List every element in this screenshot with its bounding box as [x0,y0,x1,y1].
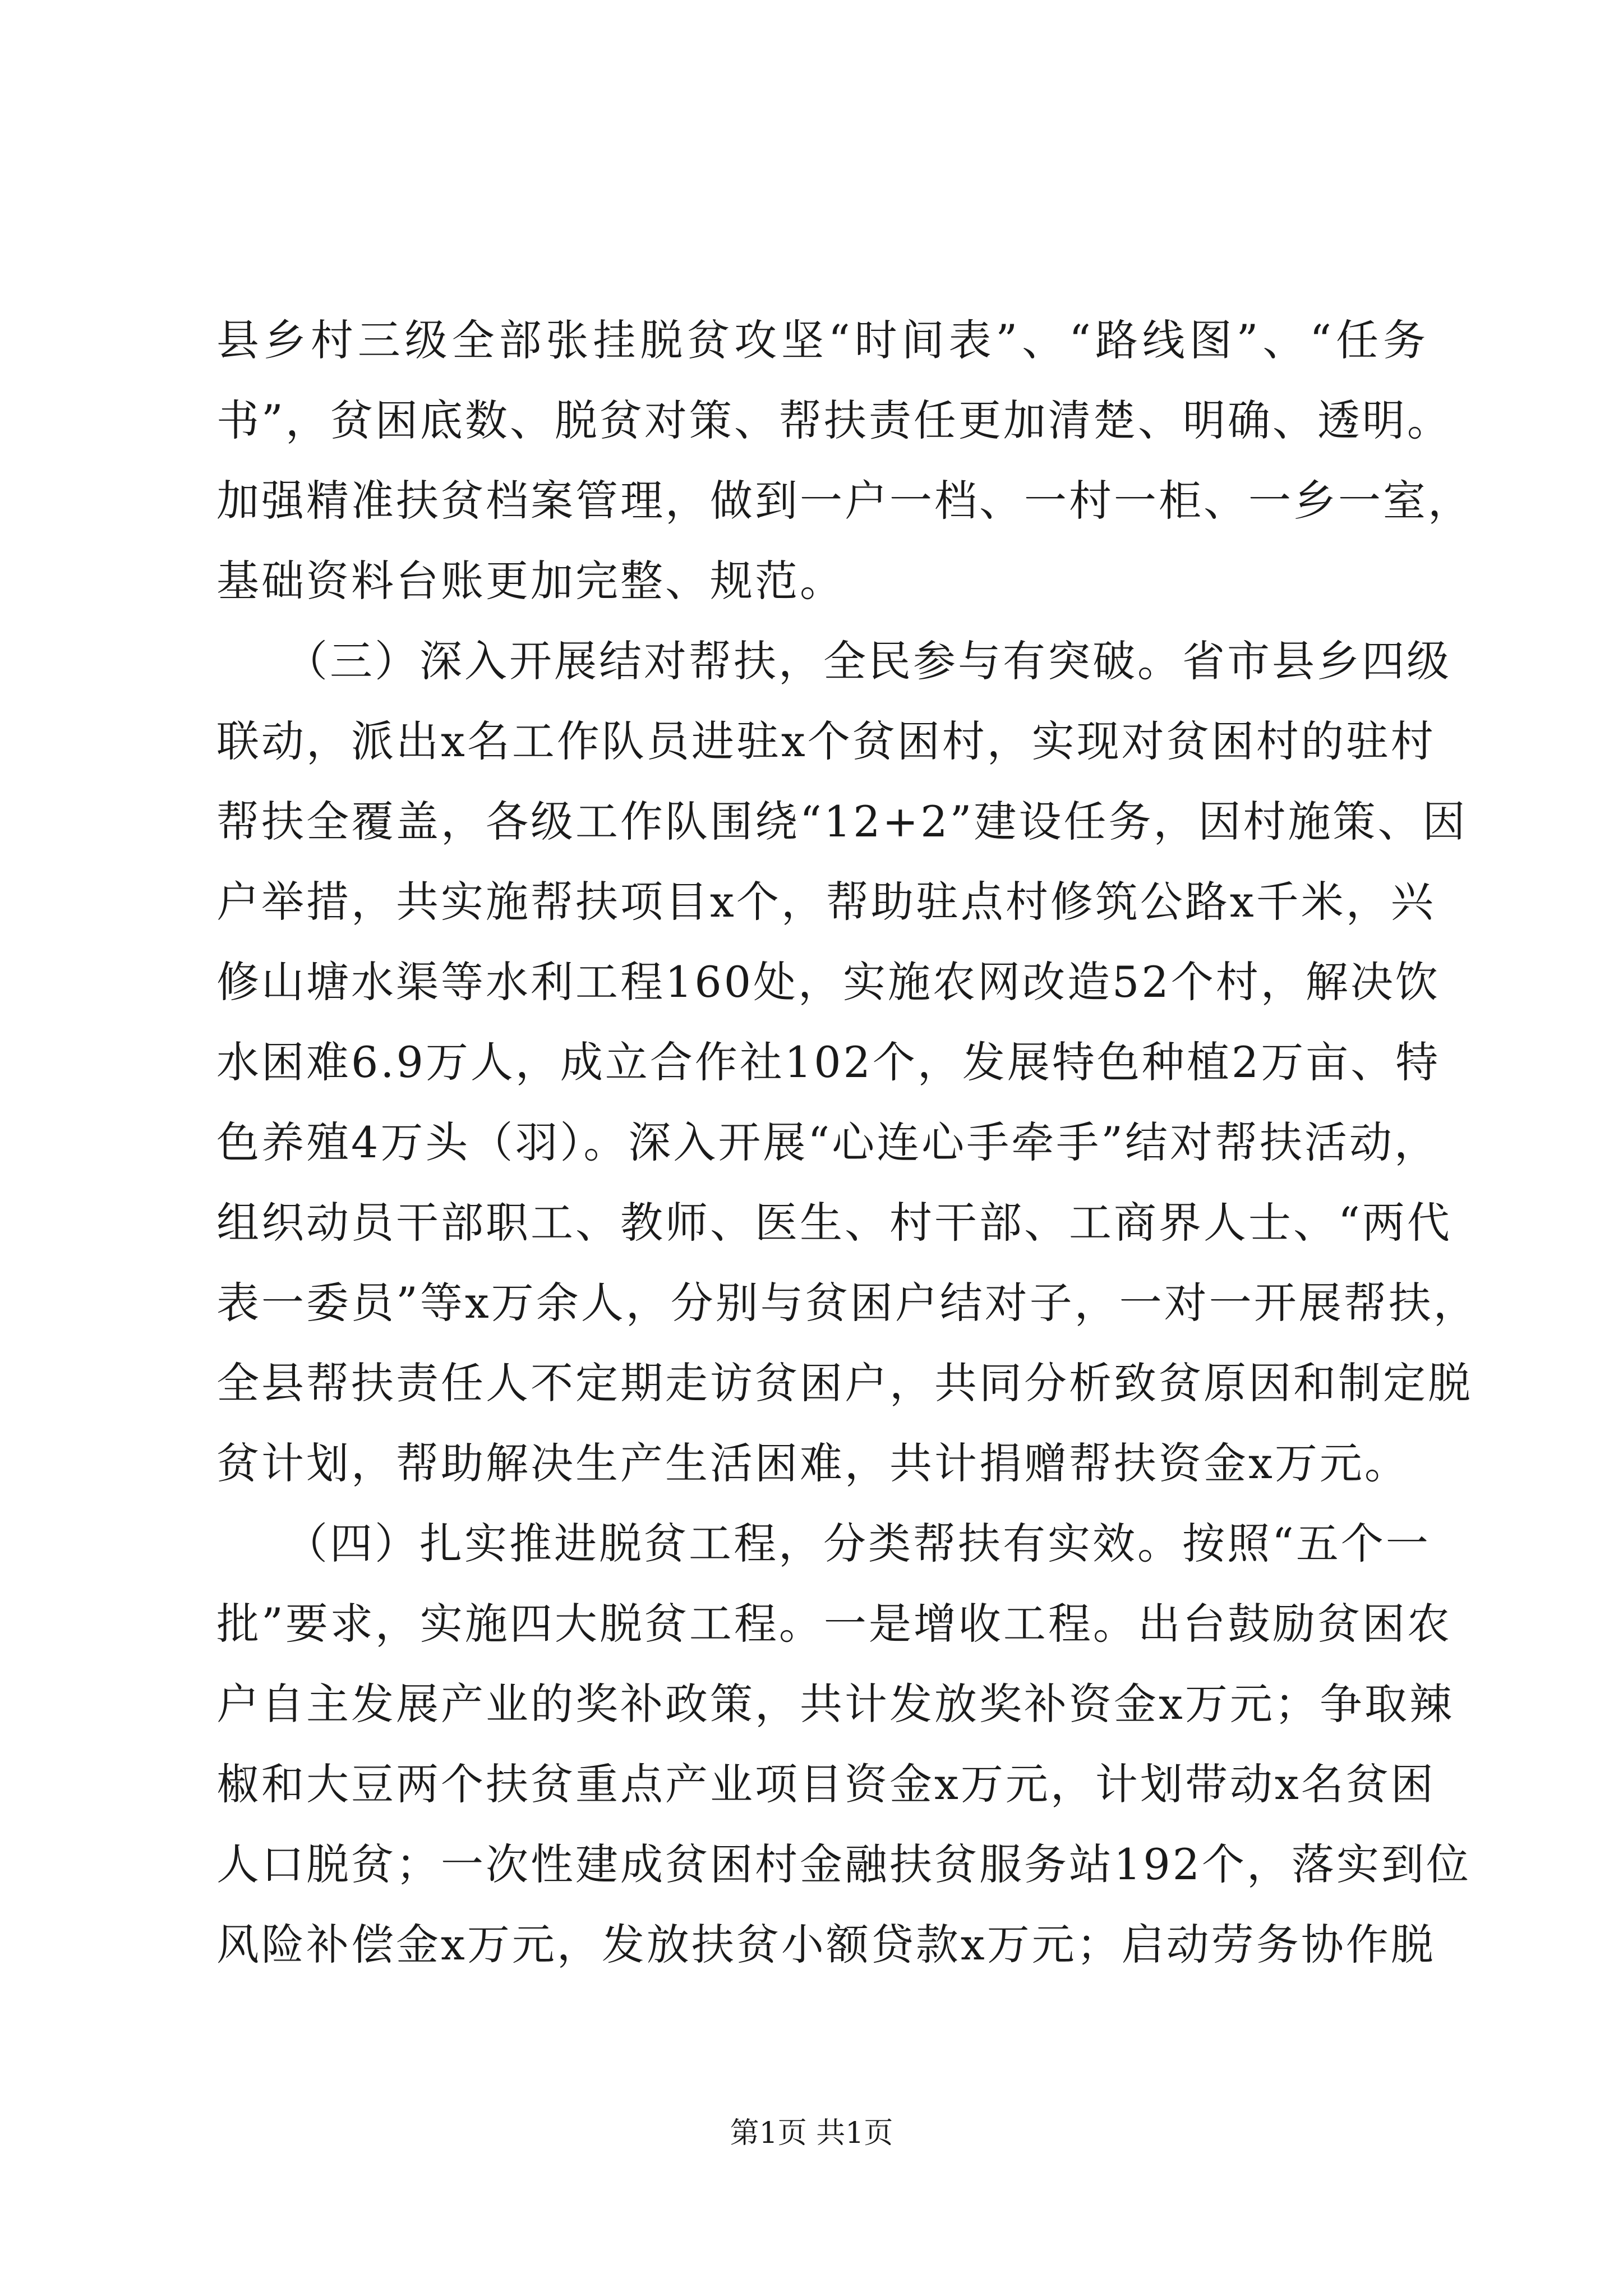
text-line: 水困难6.9万人，成立合作社102个，发展特色种植2万亩、特 [216,1037,1441,1087]
text-line: （三）深入开展结对帮扶，全民参与有突破。省市县乡四级 [216,636,1451,686]
text-line: 风险补偿金x万元，发放扶贫小额贷款x万元；启动劳务协作脱 [216,1920,1436,1970]
text-line: 椒和大豆两个扶贫重点产业项目资金x万元，计划带动x名贫困 [216,1759,1436,1809]
text-line: 县乡村三级全部张挂脱贫攻坚“时间表”、“路线图”、“任务 [216,315,1428,365]
text-line: 全县帮扶责任人不定期走访贫困户，共同分析致贫原因和制定脱 [216,1358,1473,1408]
text-line: 组织动员干部职工、教师、医生、村干部、工商界人士、“两代 [216,1198,1452,1248]
text-line: 色养殖4万头（羽）。深入开展“心连心手牵手”结对帮扶活动， [216,1117,1440,1167]
text-line: （四）扎实推进脱贫工程，分类帮扶有实效。按照“五个一 [216,1519,1431,1568]
text-line: 修山塘水渠等水利工程160处，实施农网改造52个村，解决饮 [216,957,1440,1007]
page-footer: 第1页 共1页 [730,2116,893,2150]
body-text [216,300,1478,1985]
text-line: 表一委员”等x万余人，分别与贫困户结对子，一对一开展帮扶， [216,1278,1478,1328]
text-line: 加强精准扶贫档案管理，做到一户一档、一村一柜、一乡一室， [216,476,1473,526]
text-line: 人口脱贫；一次性建成贫困村金融扶贫服务站192个，落实到位 [216,1839,1472,1889]
text-line: 户举措，共实施帮扶项目x个，帮助驻点村修筑公路x千米，兴 [216,877,1436,927]
text-line: 基础资料台账更加完整、规范。 [216,556,845,606]
text-line: 帮扶全覆盖，各级工作队围绕“12+2”建设任务，因村施策、因 [216,797,1468,846]
text-line: 联动，派出x名工作队员进驻x个贫困村，实现对贫困村的驻村 [216,716,1436,766]
text-line: 书”，贫困底数、脱贫对策、帮扶责任更加清楚、明确、透明。 [216,395,1452,445]
text-line: 批”要求，实施四大脱贫工程。一是增收工程。出台鼓励贫困农 [216,1599,1452,1649]
text-line: 户自主发展产业的奖补政策，共计发放奖补资金x万元；争取辣 [216,1679,1454,1729]
text-line: 贫计划，帮助解决生产生活困难，共计捐赠帮扶资金x万元。 [216,1438,1409,1488]
